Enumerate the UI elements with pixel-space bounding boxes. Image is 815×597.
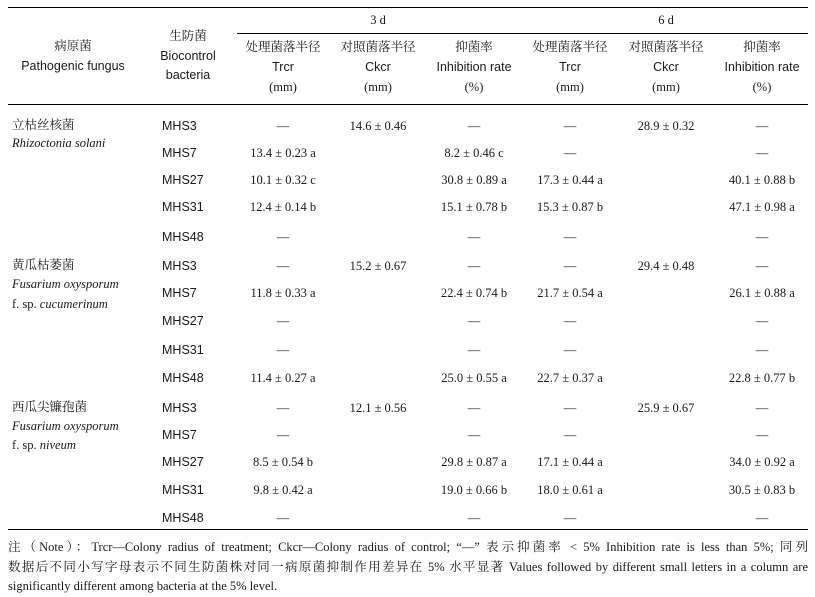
value-cell: 12.1 ± 0.56 <box>349 401 407 415</box>
strain-cell: MHS7 <box>162 146 197 160</box>
value-cell: 34.0 ± 0.92 a <box>729 455 795 469</box>
value-cell: — <box>276 119 290 133</box>
column-header-3-en: Inhibition rate <box>436 60 512 74</box>
column-header-1-cn: 处理菌落半径 <box>245 40 321 54</box>
value-cell: — <box>563 511 577 525</box>
group-label-cucumber-fsp <box>12 297 108 311</box>
strain-cell: MHS48 <box>162 371 204 385</box>
header-pathogen-en: Pathogenic fungus <box>21 59 125 73</box>
column-header-5-unit: (mm) <box>652 80 680 94</box>
strain-cell: MHS7 <box>162 286 197 300</box>
note-line-1: 注（Note）：Trcr—Colony radius of treatment; Ckcr—Colony radius of control; “—” 表示抑菌率 < 5% Inhibition rate is less than 5%; 同列 <box>8 540 808 554</box>
value-cell: — <box>563 146 577 160</box>
group-label-watermelon-fsp <box>12 438 76 452</box>
strain-cell: MHS27 <box>162 455 204 469</box>
column-header-1-en: Trcr <box>272 60 294 74</box>
value-cell: — <box>467 230 481 244</box>
fsp-name: niveum <box>39 438 76 452</box>
top-rule <box>8 7 808 8</box>
value-cell: — <box>563 119 577 133</box>
header-bio-en2: bacteria <box>165 68 211 82</box>
group-label-watermelon-en: Fusarium oxysporum <box>12 419 119 433</box>
value-cell: 21.7 ± 0.54 a <box>537 286 603 300</box>
header-bio-cn: 生防菌 <box>169 29 207 43</box>
value-cell: — <box>755 230 769 244</box>
value-cell: — <box>563 259 577 273</box>
strain-cell: MHS31 <box>162 200 204 214</box>
header-pathogen-cn: 病原菌 <box>54 39 92 53</box>
header-group-6d: 6 d <box>658 13 674 27</box>
value-cell: — <box>755 146 769 160</box>
value-cell: — <box>276 314 290 328</box>
value-cell: — <box>755 259 769 273</box>
value-cell: 9.8 ± 0.42 a <box>253 483 313 497</box>
strain-cell: MHS48 <box>162 230 204 244</box>
strain-cell: MHS27 <box>162 173 204 187</box>
value-cell: — <box>276 259 290 273</box>
value-cell: 17.1 ± 0.44 a <box>537 455 603 469</box>
value-cell: 15.2 ± 0.67 <box>349 259 407 273</box>
value-cell: — <box>467 119 481 133</box>
header-group-3d: 3 d <box>370 13 386 27</box>
value-cell: — <box>467 428 481 442</box>
group-label-rhizoctonia-cn: 立枯丝核菌 <box>12 118 75 132</box>
note-line-2: 数据后不同小写字母表示不同生防菌株对同一病原菌抑制作用差异在 5% 水平显著 Values followed by different small letters in a column are <box>8 559 808 574</box>
group-rule <box>237 33 808 34</box>
value-cell: 30.8 ± 0.89 a <box>441 173 507 187</box>
value-cell: 11.4 ± 0.27 a <box>250 371 316 385</box>
column-header-3-unit: (%) <box>464 80 484 94</box>
strain-cell: MHS48 <box>162 511 204 525</box>
group-label-cucumber-cn: 黄瓜枯萎菌 <box>12 258 75 272</box>
column-header-3-cn: 抑菌率 <box>455 40 493 54</box>
value-cell: — <box>467 401 481 415</box>
group-label-watermelon-cn: 西瓜尖镰孢菌 <box>12 400 88 414</box>
value-cell: 15.3 ± 0.87 b <box>536 200 604 214</box>
strain-cell: MHS3 <box>162 119 197 133</box>
value-cell: — <box>563 314 577 328</box>
strain-cell: MHS7 <box>162 428 197 442</box>
value-cell: — <box>276 343 290 357</box>
value-cell: 12.4 ± 0.14 b <box>249 200 317 214</box>
value-cell: — <box>563 343 577 357</box>
strain-cell: MHS27 <box>162 314 204 328</box>
value-cell: — <box>755 343 769 357</box>
value-cell: — <box>755 401 769 415</box>
value-cell: 15.1 ± 0.78 b <box>440 200 508 214</box>
value-cell: 25.0 ± 0.55 a <box>441 371 507 385</box>
column-header-6-en: Inhibition rate <box>724 60 800 74</box>
value-cell: 10.1 ± 0.32 c <box>250 173 316 187</box>
strain-cell: MHS31 <box>162 343 204 357</box>
column-header-2-en: Ckcr <box>365 60 391 74</box>
column-header-5-en: Ckcr <box>653 60 679 74</box>
value-cell: 22.8 ± 0.77 b <box>728 371 796 385</box>
column-header-6-cn: 抑菌率 <box>743 40 781 54</box>
header-bottom-rule <box>8 104 808 105</box>
value-cell: — <box>467 259 481 273</box>
note-line-3: significantly different among bacteria at the 5% level. <box>8 579 278 593</box>
fsp-prefix: f. sp. <box>12 297 40 311</box>
value-cell: 29.4 ± 0.48 <box>637 259 695 273</box>
column-header-2-cn: 对照菌落半径 <box>340 40 416 54</box>
column-header-4-en: Trcr <box>559 60 581 74</box>
value-cell: — <box>755 119 769 133</box>
value-cell: — <box>467 314 481 328</box>
value-cell: 22.4 ± 0.74 b <box>440 286 508 300</box>
value-cell: — <box>276 230 290 244</box>
value-cell: — <box>755 428 769 442</box>
strain-cell: MHS31 <box>162 483 204 497</box>
strain-cell: MHS3 <box>162 401 197 415</box>
value-cell: — <box>563 401 577 415</box>
value-cell: — <box>755 511 769 525</box>
value-cell: 8.5 ± 0.54 b <box>253 455 313 469</box>
value-cell: — <box>276 428 290 442</box>
value-cell: 13.4 ± 0.23 a <box>250 146 316 160</box>
column-header-2-unit: (mm) <box>364 80 392 94</box>
value-cell: — <box>563 230 577 244</box>
strain-cell: MHS3 <box>162 259 197 273</box>
value-cell: 29.8 ± 0.87 a <box>441 455 507 469</box>
value-cell: 40.1 ± 0.88 b <box>728 173 796 187</box>
value-cell: 25.9 ± 0.67 <box>637 401 695 415</box>
fsp-prefix: f. sp. <box>12 438 40 452</box>
value-cell: — <box>467 343 481 357</box>
value-cell: 8.2 ± 0.46 c <box>444 146 504 160</box>
column-header-4-cn: 处理菌落半径 <box>532 40 608 54</box>
value-cell: — <box>276 401 290 415</box>
value-cell: 14.6 ± 0.46 <box>349 119 407 133</box>
table-note <box>8 538 808 597</box>
value-cell: 18.0 ± 0.61 a <box>537 483 603 497</box>
value-cell: — <box>276 511 290 525</box>
group-label-cucumber-en: Fusarium oxysporum <box>12 277 119 291</box>
group-label-rhizoctonia-en: Rhizoctonia solani <box>12 136 106 150</box>
value-cell: 30.5 ± 0.83 b <box>728 483 796 497</box>
value-cell: 28.9 ± 0.32 <box>637 119 695 133</box>
value-cell: 22.7 ± 0.37 a <box>537 371 603 385</box>
column-header-4-unit: (mm) <box>556 80 584 94</box>
value-cell: 11.8 ± 0.33 a <box>250 286 316 300</box>
value-cell: 47.1 ± 0.98 a <box>729 200 795 214</box>
fsp-name: cucumerinum <box>39 297 108 311</box>
value-cell: — <box>467 511 481 525</box>
value-cell: — <box>563 428 577 442</box>
header-bio-en1: Biocontrol <box>160 49 216 63</box>
value-cell: — <box>755 314 769 328</box>
column-header-6-unit: (%) <box>752 80 772 94</box>
column-header-1-unit: (mm) <box>269 80 297 94</box>
column-header-5-cn: 对照菌落半径 <box>628 40 704 54</box>
value-cell: 19.0 ± 0.66 b <box>440 483 508 497</box>
value-cell: 17.3 ± 0.44 a <box>537 173 603 187</box>
bottom-rule <box>8 529 808 530</box>
value-cell: 26.1 ± 0.88 a <box>729 286 795 300</box>
